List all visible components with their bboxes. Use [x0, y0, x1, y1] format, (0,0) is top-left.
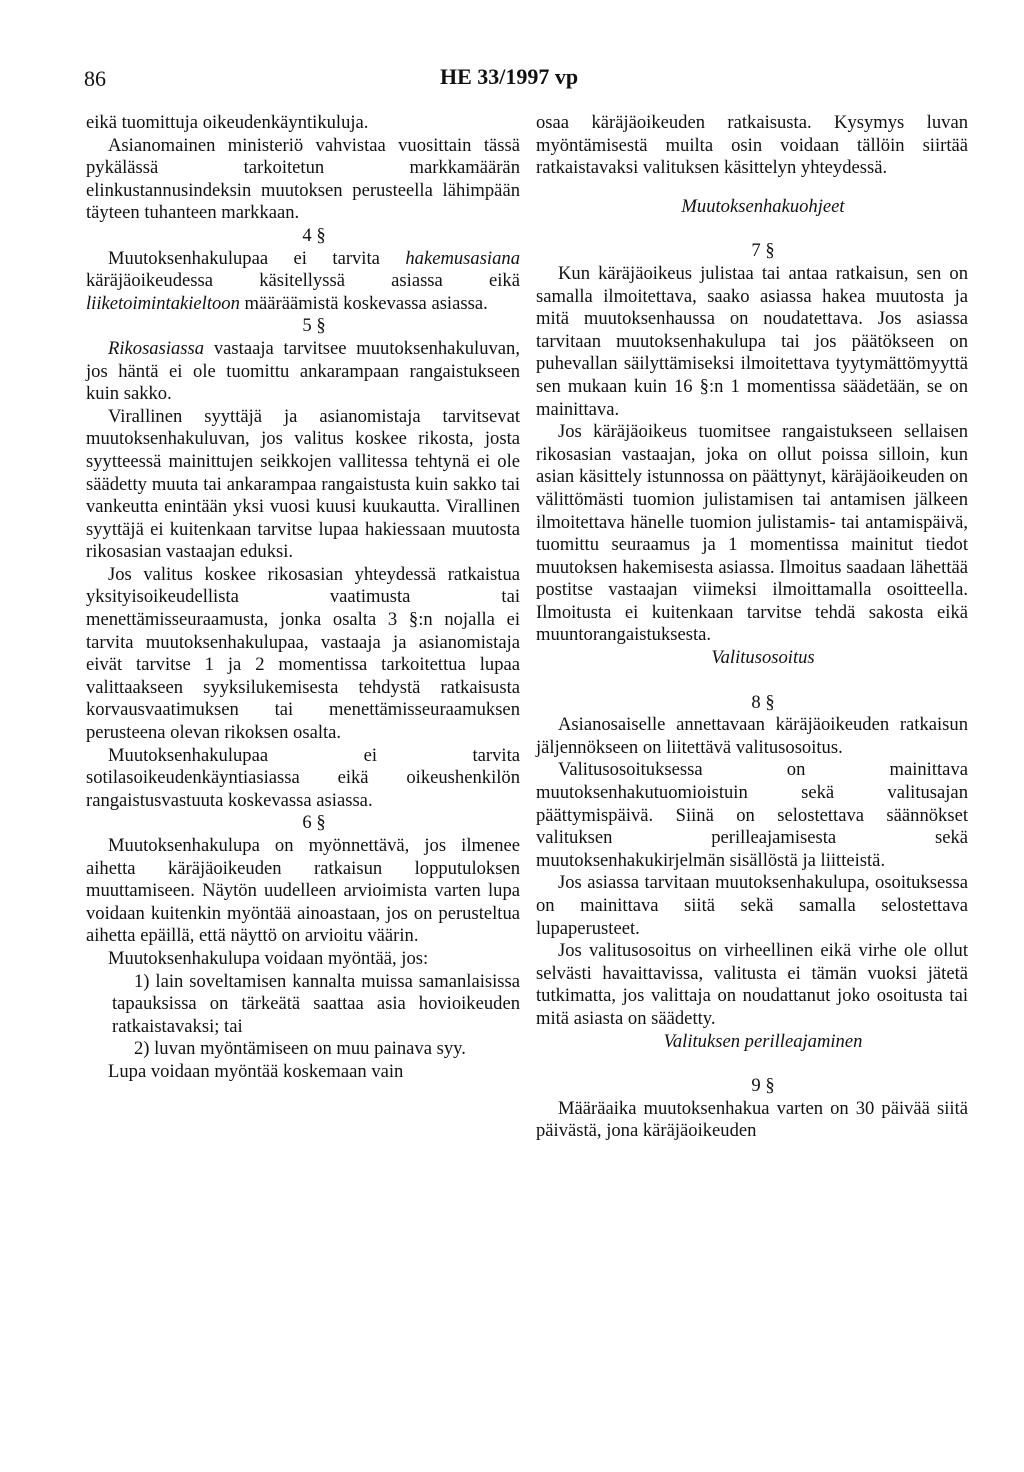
paragraph: Asianosaiselle annettavaan käräjäoikeuden ratkaisun jäljennökseen on liitettävä valitusosoitus.	[536, 714, 968, 758]
section-heading-7: 7 §	[751, 240, 775, 262]
page-number: 86	[84, 66, 106, 91]
paragraph: osaa käräjäoikeuden ratkaisusta. Kysymys luvan myöntämisestä muilta osin voidaan tällöin siirtää ratkaistavaksi valituksen käsittelyn yhteydessä.	[536, 112, 968, 179]
paragraph: Muutoksenhakulupa on myönnettävä, jos ilmenee aihetta käräjäoikeuden ratkaisun lopputuloksen muuttamiseen. Näytön uudelleen arvioimista varten lupa voidaan kuitenkin myöntää ainoastaan, jos on perusteltua aihetta epäillä, että näyttö on arvioitu väärin.	[86, 835, 520, 947]
section-heading-4: 4 §	[302, 224, 326, 246]
paragraph: Valitusosoituksessa on mainittava muutoksenhakutuomioistuin sekä valitusajan päättymispäivä. Siinä on selostettava säännökset valituksen perilleajamisesta sekä muutoksenhakukirjelmän sisällöstä ja liitteistä.	[536, 759, 968, 871]
paragraph: Jos valitusosoitus on virheellinen eikä virhe ole ollut selvästi havaittavissa, valitusta ei tämän vuoksi jätetä tutkimatta, jos valittaja on noudattanut joko osoitusta tai mitä asiasta on säädetty.	[536, 940, 968, 1029]
paragraph: Jos valitus koskee rikosasian yhteydessä ratkaistua yksityisoikeudellista vaatimusta tai menettämisseuraamusta, jonka osalta 3 §:n nojalla ei tarvita muutoksenhakulupaa, vastaaja ja asianomistaja eivät tarvitse 1 ja 2 momentissa tarkoitettua lupaa valittaakseen syyksilukemisesta tehdystä ratkaisusta korvausvaatimuksen tai menettämisseuraamuksen perusteena olevan rikoksen osalta.	[86, 563, 520, 744]
list-item: 2) luvan myöntämiseen on muu painava syy.	[134, 1038, 466, 1060]
paragraph: Määräaika muutoksenhakua varten on 30 päivää siitä päivästä, jona käräjäoikeuden	[536, 1097, 968, 1142]
paragraph: Muutoksenhakulupa voidaan myöntää, jos:	[108, 947, 429, 969]
paragraph: Lupa voidaan myöntää koskemaan vain	[108, 1060, 404, 1082]
section-heading-6: 6 §	[302, 812, 326, 834]
paragraph: Jos asiassa tarvitaan muutoksenhakulupa, osoituksessa on mainittava siitä sekä samalla selostettava lupaperusteet.	[536, 872, 968, 939]
list-item: 1) lain soveltamisen kannalta muissa samanlaisissa tapauksissa on tärkeätä saattaa asia hovioikeuden ratkaistavaksi; tai	[112, 970, 520, 1037]
paragraph: Muutoksenhakulupaa ei tarvita sotilasoikeudenkäyntiasiassa eikä oikeushenkilön rangaistusvastuuta koskevassa asiassa.	[86, 744, 520, 811]
paragraph: eikä tuomittuja oikeudenkäyntikuluja.	[86, 112, 369, 133]
left-column	[86, 112, 520, 1084]
paragraph: Kun käräjäoikeus julistaa tai antaa ratkaisun, sen on samalla ilmoitettava, saako asiassa hakea muutosta ja mitä muutoksenhaussa on noudatettava. Jos asiassa tarvitaan muutoksenhakulupa tai jos päätökseen on puhevallan säilyttämiseksi ilmoitettava tyytymättömyyttä sen mukaan kuin 16 §:n 1 momentissa säädetään, se on mainittava.	[536, 262, 968, 420]
subheading-muutoksenhakuohjeet: Muutoksenhakuohjeet	[681, 195, 845, 217]
paragraph: Virallinen syyttäjä ja asianomistaja tarvitsevat muutoksenhakuluvan, jos valitus koskee rikosta, josta syytteessä mainittujen seikkojen vallitessa tehtynä ei ole säädetty muuta tai ankarampaa rangaistusta kuin sakko tai vankeutta enintään yksi vuosi kuusi kuukautta. Virallinen syyttäjä ei kuitenkaan tarvitse lupaa hakiessaan muutosta rikosasian vastaajan eduksi.	[86, 405, 520, 563]
section-4-paragraph: Muutoksenhakulupaa ei tarvita hakemusasiana käräjäoikeudessa käsitellyssä asiassa eikä liiketoimintakieltoon määräämistä koskevassa asiassa.	[86, 247, 520, 314]
right-column	[536, 112, 968, 1143]
subheading-valituksen-perilleajaminen: Valituksen perilleajaminen	[663, 1030, 863, 1052]
section-5-paragraph: Rikosasiassa vastaaja tarvitsee muutoksenhakuluvan, jos häntä ei ole tuomittu ankarampaan rangaistukseen kuin sakko.	[86, 337, 520, 405]
paragraph: Jos käräjäoikeus tuomitsee rangaistukseen sellaisen rikosasian vastaajan, joka on ollut poissa silloin, kun asian käsittely istunnossa on päättynyt, käräjäoikeuden on välittömästi tuomion julistamisen tai antamisen jälkeen ilmoitettava hänelle tuomion julistamis- tai antamispäivä, tuomittu seuraamus ja 1 momentissa mainitut tiedot muutoksen hakemisesta asiassa. Ilmoitus saadaan lähettää postitse vastaajan viimeksi ilmoittamalla osoitteella. Ilmoitusta ei kuitenkaan tarvitse tehdä sakosta eikä muuntorangaistuksesta.	[536, 421, 968, 646]
section-heading-5: 5 §	[302, 315, 326, 337]
section-heading-9: 9 §	[751, 1075, 775, 1097]
section-heading-8: 8 §	[751, 691, 775, 713]
document-id: HE 33/1997 vp	[440, 64, 579, 89]
subheading-valitusosoitus: Valitusosoitus	[711, 647, 815, 669]
paragraph: Asianomainen ministeriö vahvistaa vuosittain tässä pykälässä tarkoitetun markkamäärän elinkustannusindeksin muutoksen perusteella lähimpään täyteen tuhanteen markkaan.	[86, 134, 520, 224]
